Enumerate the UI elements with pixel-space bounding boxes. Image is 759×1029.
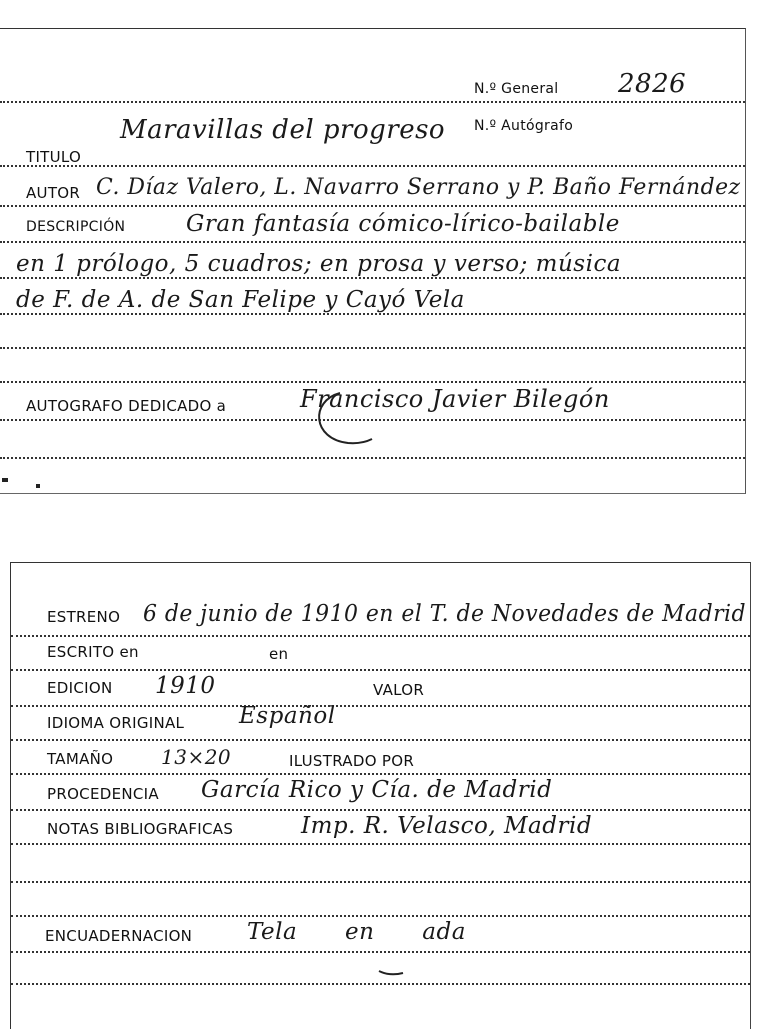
idioma-original-label: IDIOMA ORIGINAL: [47, 714, 185, 732]
ruled-line: [0, 277, 745, 279]
autor-value: C. Díaz Valero, L. Navarro Serrano y P. Baño Fernández: [96, 175, 741, 200]
edicion-value: 1910: [155, 673, 216, 699]
notas-bibliograficas-value: Imp. R. Velasco, Madrid: [301, 813, 593, 839]
notas-bibliograficas-label: NOTAS BIBLIOGRAFICAS: [47, 820, 234, 838]
idioma-original-value: Español: [239, 703, 336, 729]
descripcion-line-2: en 1 prólogo, 5 cuadros; en prosa y verso; música: [16, 251, 622, 277]
ruled-line: [0, 205, 745, 207]
ruled-line: [11, 705, 750, 707]
catalog-card-top: [0, 28, 746, 494]
descripcion-line-3: de F. de A. de San Felipe y Cayó Vela: [16, 287, 465, 313]
ruled-line: [0, 241, 745, 243]
numero-autografo-label: N.º Autógrafo: [474, 118, 574, 134]
edicion-label: EDICION: [47, 679, 113, 697]
ruled-line: [0, 101, 745, 103]
titulo-value: Maravillas del progreso: [120, 115, 446, 145]
estreno-label: ESTRENO: [47, 608, 121, 626]
pen-stroke-mark: [377, 965, 407, 979]
escrito-label: ESCRITO en: [47, 643, 139, 661]
encuadernacion-label: ENCUADERNACION: [45, 927, 193, 945]
procedencia-label: PROCEDENCIA: [47, 785, 159, 803]
ruled-line: [11, 773, 750, 775]
titulo-label: TITULO: [26, 148, 82, 166]
numero-general-label: N.º General: [474, 81, 559, 97]
catalog-card-bottom: [10, 562, 751, 1029]
ilustrado-por-label: ILUSTRADO POR: [289, 752, 415, 770]
numero-general-value: 2826: [618, 69, 687, 99]
encuadernacion-value: Tela en ada: [247, 919, 466, 945]
ruled-line: [11, 669, 750, 671]
descripcion-line-1: Gran fantasía cómico-lírico-bailable: [186, 211, 620, 237]
descripcion-label: DESCRIPCIÓN: [26, 219, 126, 235]
ruled-line: [11, 915, 750, 917]
ruled-line: [11, 881, 750, 883]
autografo-dedicado-label: AUTOGRAFO DEDICADO a: [26, 397, 227, 415]
ruled-line: [11, 635, 750, 637]
autor-label: AUTOR: [26, 184, 81, 202]
ruled-line: [11, 983, 750, 985]
scan-speck-mark: [0, 476, 60, 496]
estreno-value: 6 de junio de 1910 en el T. de Novedades de Madrid: [143, 601, 747, 627]
pen-flourish-mark: [300, 387, 390, 451]
ruled-line: [11, 843, 750, 845]
ruled-line: [0, 381, 745, 383]
tamano-value: 13×20: [161, 745, 232, 769]
ruled-line: [11, 809, 750, 811]
ruled-line: [0, 165, 745, 167]
ruled-line: [11, 739, 750, 741]
ruled-line: [0, 457, 745, 459]
escrito-en-label: en: [269, 645, 289, 663]
ruled-line: [11, 951, 750, 953]
autografo-dedicado-value: Francisco Javier Bilegón: [300, 385, 610, 413]
procedencia-value: García Rico y Cía. de Madrid: [201, 777, 553, 803]
valor-label: VALOR: [373, 681, 425, 699]
ruled-line: [0, 313, 745, 315]
tamano-label: TAMAÑO: [47, 750, 114, 768]
ruled-line: [0, 347, 745, 349]
